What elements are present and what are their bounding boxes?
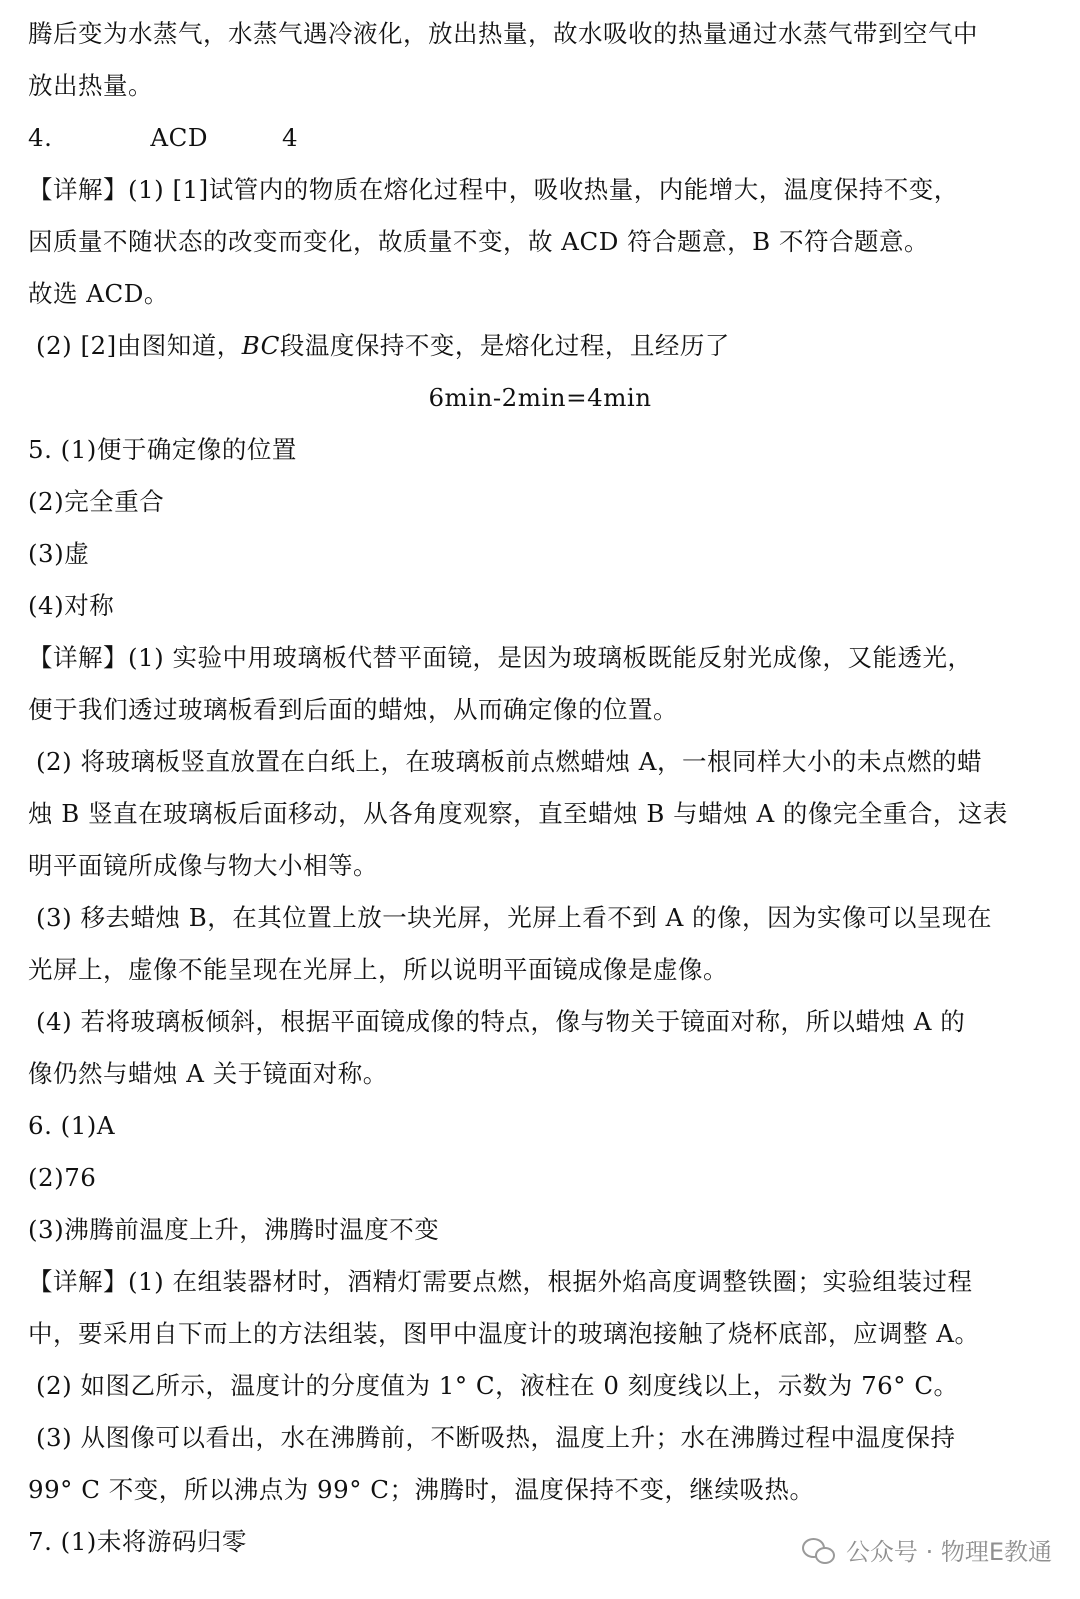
text-line: 【详解】(1) [1]试管内的物质在熔化过程中，吸收热量，内能增大，温度保持不变， <box>28 175 959 204</box>
text-line: 故选 ACD。 <box>28 279 169 308</box>
text-line: (2) 如图乙所示，温度计的分度值为 1° C，液柱在 0 刻度线以上，示数为 76° C。 <box>36 1371 959 1400</box>
text-line: 99° C 不变，所以沸点为 99° C；沸腾时，温度保持不变，继续吸热。 <box>28 1475 815 1504</box>
text-line: 明平面镜所成像与物大小相等。 <box>28 851 378 880</box>
text-line: 因质量不随状态的改变而变化，故质量不变，故 ACD 符合题意，B 不符合题意。 <box>28 227 929 256</box>
text-line: 便于我们透过玻璃板看到后面的蜡烛，从而确定像的位置。 <box>28 695 678 724</box>
text-line: 5. (1)便于确定像的位置 <box>28 435 297 464</box>
watermark-text: 公众号 · 物理E教通 <box>845 1538 1052 1566</box>
text-line: 中，要采用自下而上的方法组装，图甲中温度计的玻璃泡接触了烧杯底部，应调整 A。 <box>28 1319 980 1348</box>
text-line: (3)沸腾前温度上升，沸腾时温度不变 <box>28 1215 440 1244</box>
part2-suffix: 段温度保持不变，是熔化过程，且经历了 <box>279 331 730 360</box>
text-line: (4)对称 <box>28 591 115 620</box>
text-line: (3)虚 <box>28 539 90 568</box>
question-number: 4. <box>28 123 53 152</box>
part2-line <box>28 320 1052 372</box>
text-line: 放出热量。 <box>28 71 153 100</box>
text-line: 像仍然与蜡烛 A 关于镜面对称。 <box>28 1059 388 1088</box>
text-line: 6. (1)A <box>28 1111 116 1140</box>
document-body <box>28 8 1052 1568</box>
segment-label: BC <box>241 331 280 360</box>
text-line: (4) 若将玻璃板倾斜，根据平面镜成像的特点，像与物关于镜面对称，所以蜡烛 A 的 <box>36 1007 966 1036</box>
answer-value: 4 <box>281 123 299 152</box>
text-line: 【详解】(1) 实验中用玻璃板代替平面镜，是因为玻璃板既能反射光成像，又能透光， <box>28 643 973 672</box>
text-line: 光屏上，虚像不能呈现在光屏上，所以说明平面镜成像是虚像。 <box>28 955 728 984</box>
answer-4-line <box>28 112 1052 164</box>
text-line: (2) 将玻璃板竖直放置在白纸上，在玻璃板前点燃蜡烛 A，一根同样大小的未点燃的蜡 <box>36 747 982 776</box>
text-line: (3) 从图像可以看出，水在沸腾前，不断吸热，温度上升；水在沸腾过程中温度保持 <box>36 1423 956 1452</box>
text-line: (3) 移去蜡烛 B，在其位置上放一块光屏，光屏上看不到 A 的像，因为实像可以呈现在 <box>36 903 993 932</box>
text-line: 烛 B 竖直在玻璃板后面移动，从各角度观察，直至蜡烛 B 与蜡烛 A 的像完全重合，这表 <box>28 799 1008 828</box>
text-line: (2)76 <box>28 1163 97 1192</box>
answer-choice: ACD <box>150 123 208 152</box>
text-line: 【详解】(1) 在组装器材时，酒精灯需要点燃，根据外焰高度调整铁圈；实验组装过程 <box>28 1267 973 1296</box>
wechat-icon <box>802 1536 836 1564</box>
part2-prefix: (2) [2]由图知道， <box>36 331 242 360</box>
watermark <box>802 1532 1052 1567</box>
equation: 6min-2min=4min <box>428 383 652 412</box>
text-line: 7. (1)未将游码归零 <box>28 1527 247 1556</box>
text-line: (2)完全重合 <box>28 487 165 516</box>
text-line: 腾后变为水蒸气，水蒸气遇冷液化，放出热量，故水吸收的热量通过水蒸气带到空气中 <box>28 19 978 48</box>
